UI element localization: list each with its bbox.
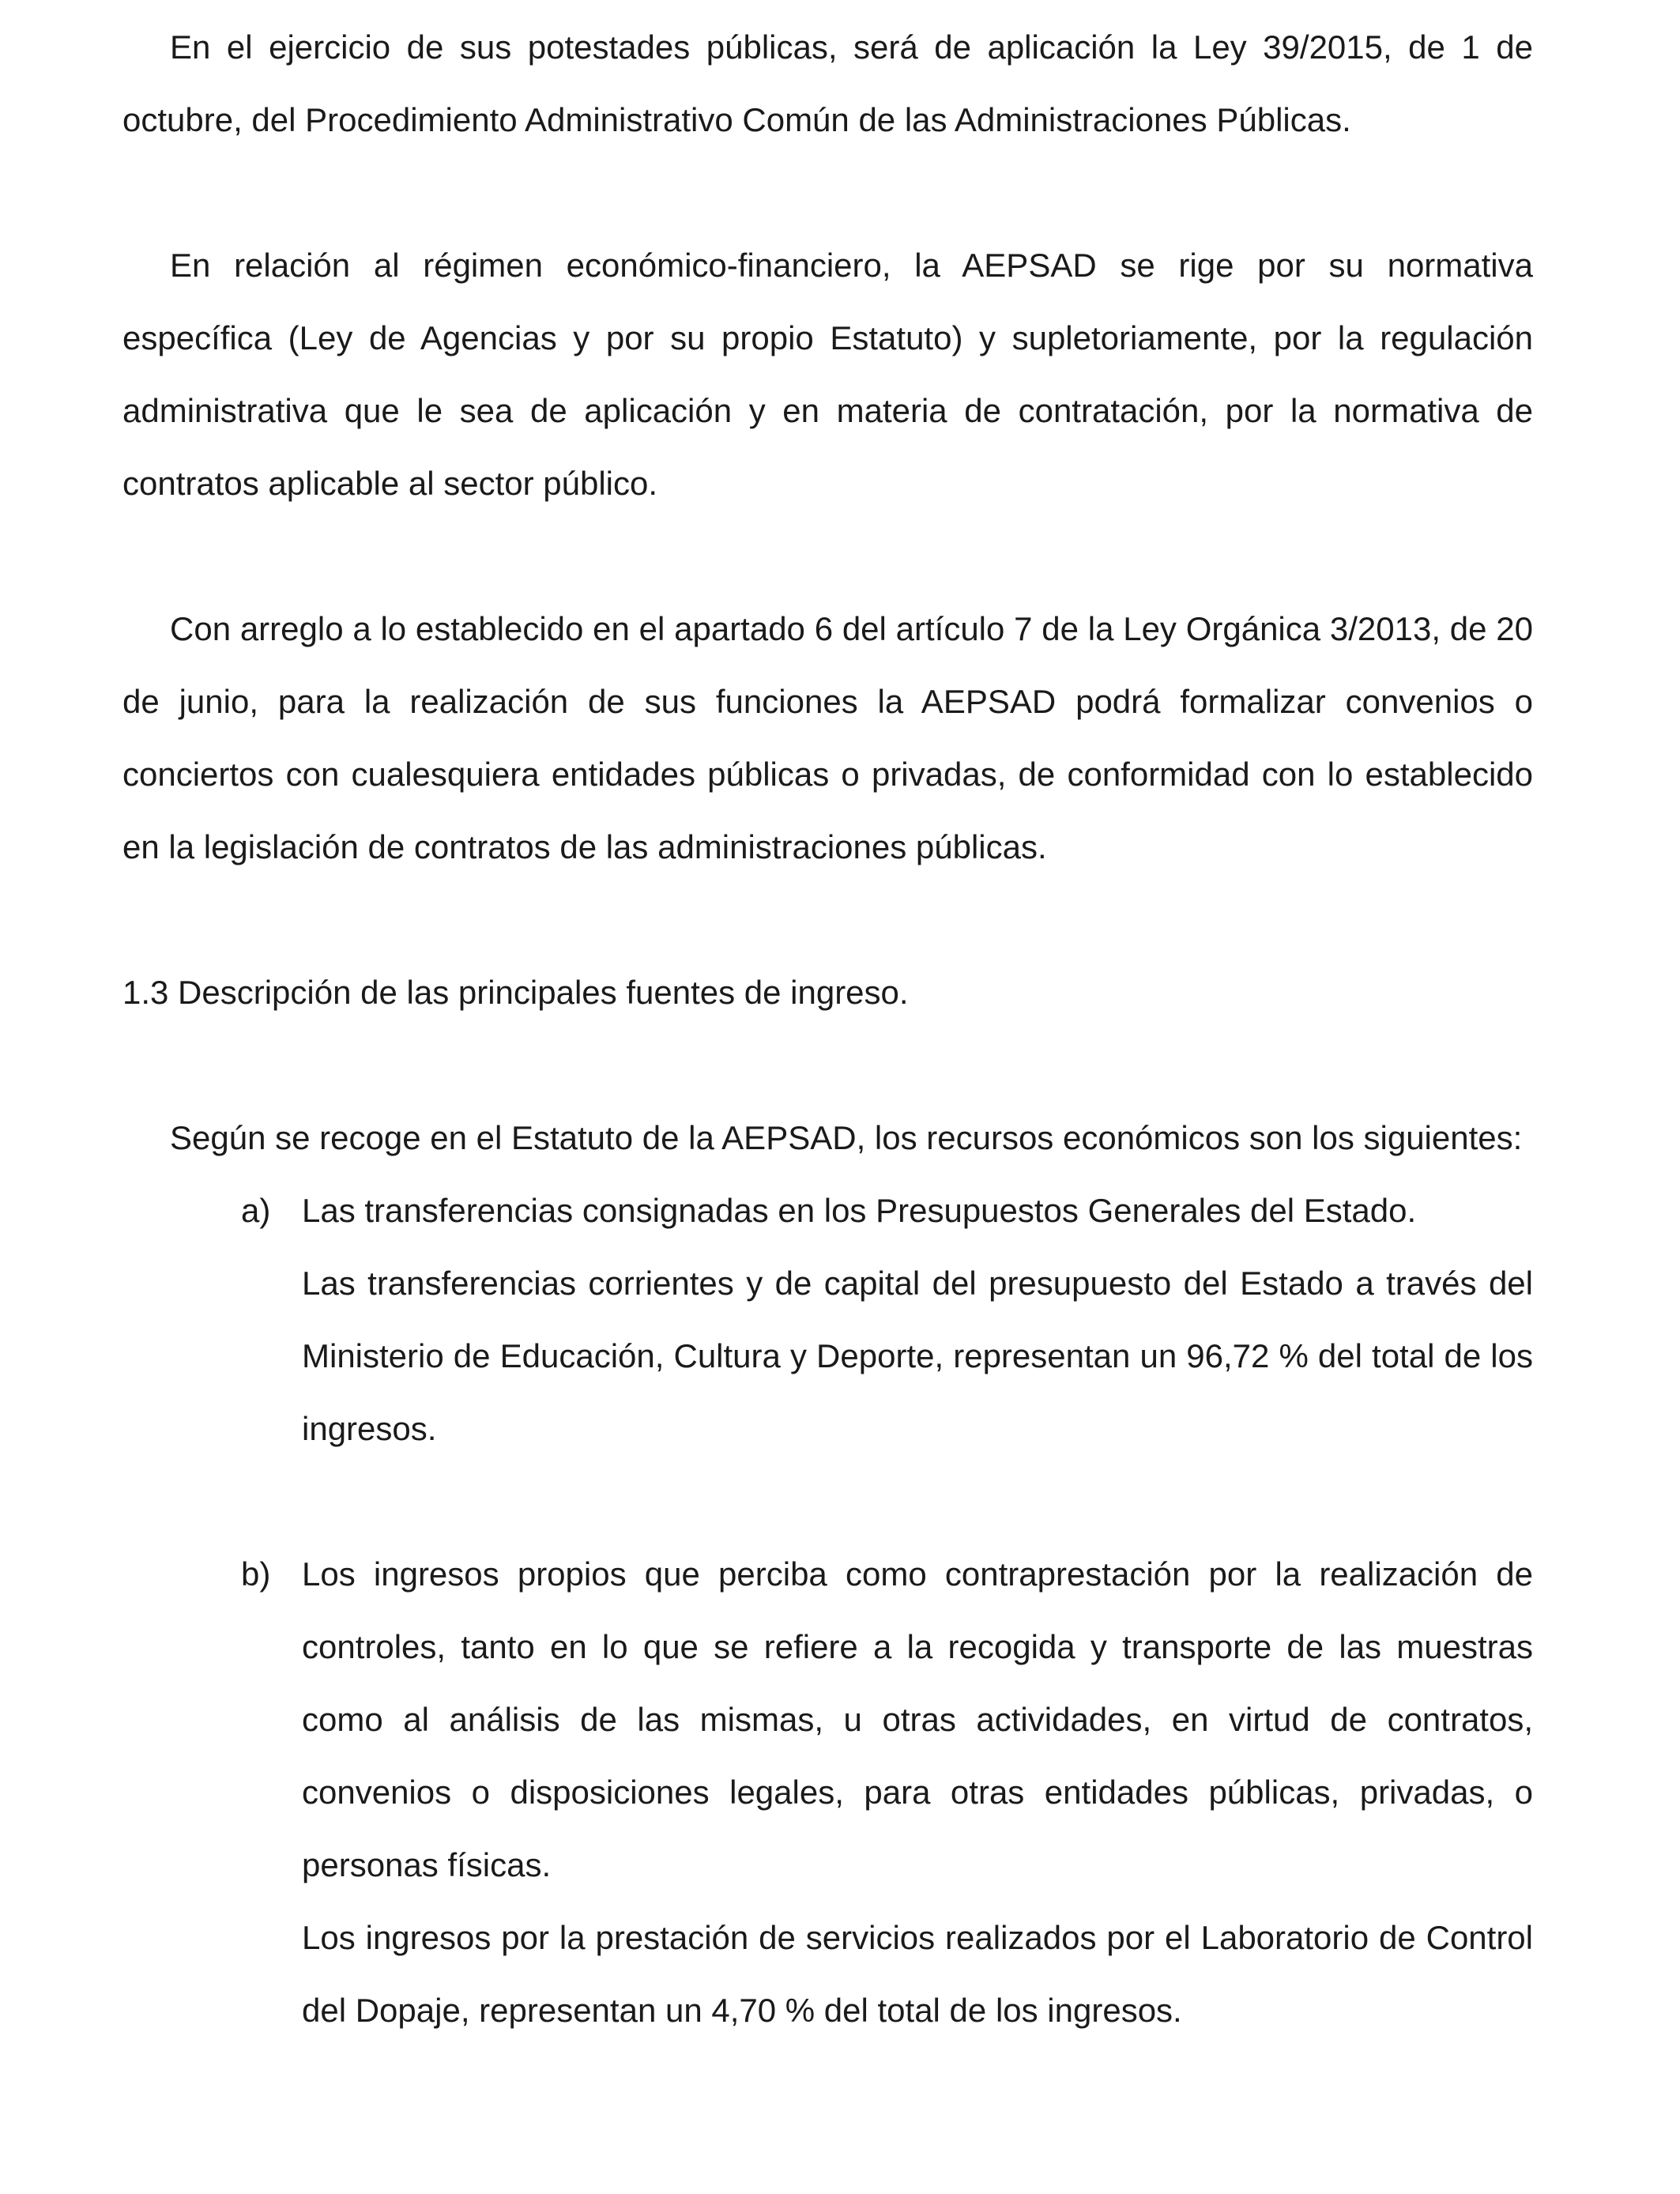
list-marker-b: b)	[241, 1555, 271, 1593]
paragraph-economic-regime: En relación al régimen económico-financiero, la AEPSAD se rige por su normativa específica (Ley de Agencias y por su propio Estatuto) y supletoriamente, por la regulación administrativa que le sea de aplicación y en materia de contratación, por la normativa de contratos aplicable al sector público.	[122, 247, 1533, 502]
list-item-a-detail: Las transferencias corrientes y de capital del presupuesto del Estado a través del Ministerio de Educación, Cultura y Deporte, representan un 96,72 % del total de los ingresos.	[302, 1265, 1533, 1447]
list-item-b-text: Los ingresos propios que perciba como contraprestación por la realización de controles, tanto en lo que se refiere a la recogida y transporte de las muestras como al análisis de las mismas, u otras actividades, en virtud de contratos, convenios o disposiciones legales, para otras entidades públicas, privadas, o personas físicas.	[302, 1555, 1533, 1883]
list-item-b	[122, 1538, 1533, 2047]
list-marker-a: a)	[241, 1192, 271, 1229]
paragraph-agreements: Con arreglo a lo establecido en el apartado 6 del artículo 7 de la Ley Orgánica 3/2013, de 20 de junio, para la realización de sus funciones la AEPSAD podrá formalizar convenios o conciertos con cualesquiera entidades públicas o privadas, de conformidad con lo establecido en la legislación de contratos de las administraciones públicas.	[122, 610, 1533, 865]
section-heading: 1.3 Descripción de las principales fuentes de ingreso.	[122, 974, 909, 1011]
list-item-b-detail: Los ingresos por la prestación de servicios realizados por el Laboratorio de Control del Dopaje, representan un 4,70 % del total de los ingresos.	[302, 1919, 1533, 2029]
list-item-a-text: Las transferencias consignadas en los Presupuestos Generales del Estado.	[302, 1192, 1417, 1229]
document-page	[122, 0, 1533, 2047]
paragraph-resources-intro: Según se recoge en el Estatuto de la AEPSAD, los recursos económicos son los siguientes:	[170, 1119, 1523, 1156]
list-item-a	[122, 1174, 1533, 1465]
paragraph-legal-framework: En el ejercicio de sus potestades públicas, será de aplicación la Ley 39/2015, de 1 de octubre, del Procedimiento Administrativo Común de las Administraciones Públicas.	[122, 28, 1533, 138]
